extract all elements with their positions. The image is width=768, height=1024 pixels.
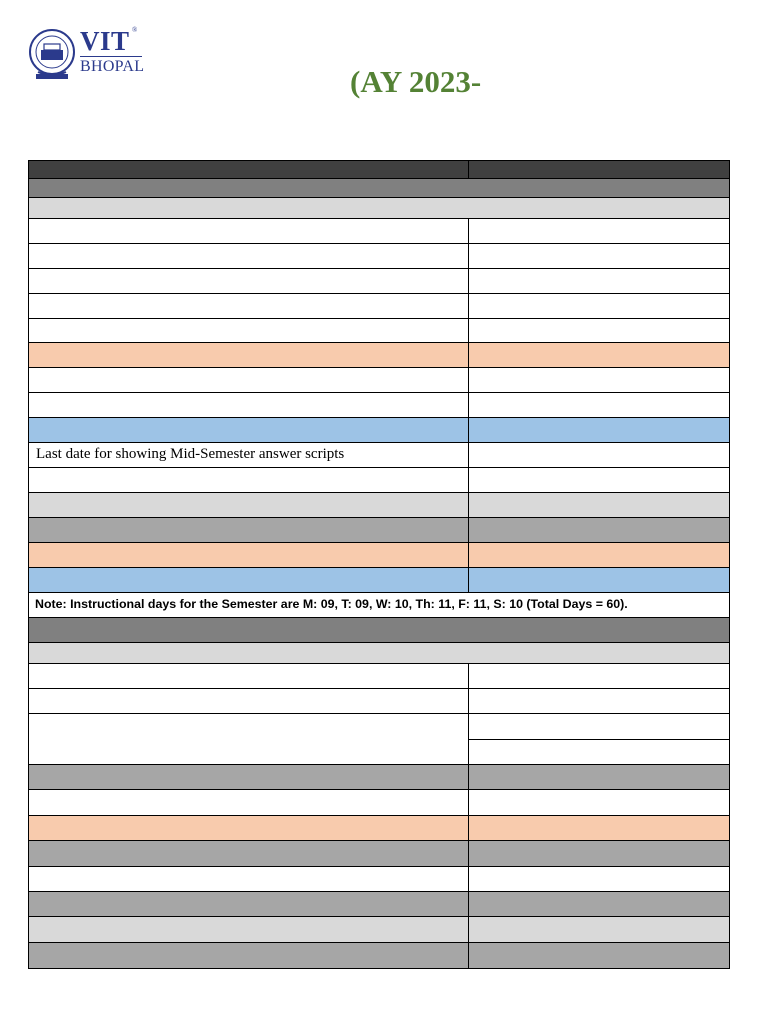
table-cell: [29, 917, 469, 942]
table-cell: [29, 689, 469, 713]
table-cell: [469, 368, 729, 392]
table-cell: [29, 179, 729, 197]
table-cell: [469, 393, 729, 417]
table-cell: [469, 343, 729, 367]
table-cell: [469, 244, 729, 268]
table-cell: [469, 892, 729, 916]
table-cell: [29, 294, 469, 318]
table-cell: [29, 943, 469, 968]
university-seal-icon: [28, 28, 76, 82]
table-cell: [29, 593, 729, 617]
mid-sem-scripts-label: Last date for showing Mid-Semester answer scripts: [36, 446, 345, 462]
table-cell: [29, 867, 469, 891]
table-cell: [469, 867, 729, 891]
table-row: [28, 917, 730, 943]
table-cell: [469, 294, 729, 318]
table-row: [28, 543, 730, 568]
subsection-row: [28, 643, 730, 664]
table-cell: [469, 468, 729, 492]
table-cell: [29, 418, 469, 442]
table-cell: [469, 765, 729, 789]
table-cell: [469, 219, 729, 243]
table-cell: [29, 618, 729, 642]
table-row: [28, 841, 730, 867]
table-row: [28, 368, 730, 393]
table-cell: [469, 816, 729, 840]
table-cell: [29, 568, 469, 592]
table-cell: [469, 319, 729, 342]
brand-divider: [80, 56, 142, 57]
table-row: [28, 468, 730, 493]
table-row: [28, 568, 730, 593]
table-cell: [469, 161, 729, 178]
table-cell: [469, 568, 729, 592]
page-title: (AY 2023-: [350, 64, 482, 99]
table-cell: [469, 543, 729, 567]
table-row: [28, 518, 730, 543]
table-cell: [29, 198, 729, 218]
table-row: [28, 689, 730, 714]
table-cell: [29, 765, 469, 789]
brand-name: VIT: [80, 26, 130, 56]
section-row: [28, 179, 730, 198]
table-row: [28, 244, 730, 269]
table-cell: [29, 368, 469, 392]
table-row: [28, 493, 730, 518]
table-cell: [469, 841, 729, 866]
table-cell: [469, 664, 729, 688]
brand-location: BHOPAL: [80, 58, 145, 75]
table-cell: [469, 790, 729, 815]
table-row: [28, 892, 730, 917]
table-row: [28, 269, 730, 294]
table-row: [28, 943, 730, 969]
table-cell: [29, 269, 469, 293]
registered-mark: ®: [132, 26, 138, 34]
table-cell: [29, 714, 469, 764]
table-row: [28, 319, 730, 343]
table-cell: [469, 714, 729, 764]
table-row: [28, 219, 730, 244]
note-row: [28, 593, 730, 618]
split-divider: [469, 739, 729, 740]
table-cell: [469, 493, 729, 517]
section-row: [28, 618, 730, 643]
table-row: [28, 816, 730, 841]
table-row: [28, 867, 730, 892]
table-cell: [29, 393, 469, 417]
table-cell: [29, 468, 469, 492]
table-row: [28, 443, 730, 468]
table-header-row: [28, 160, 730, 179]
table-cell: [29, 790, 469, 815]
table-cell: [29, 319, 469, 342]
table-row: [28, 790, 730, 816]
table-row: [28, 418, 730, 443]
table-cell: [469, 917, 729, 942]
table-row: [28, 343, 730, 368]
subsection-row: [28, 198, 730, 219]
table-cell: [29, 161, 469, 178]
table-row: [28, 765, 730, 790]
table-cell: [29, 816, 469, 840]
instructional-days-note: Note: Instructional days for the Semester are M: 09, T: 09, W: 10, Th: 11, F: 11, S: 10 (Total Days = 60).: [35, 597, 628, 611]
table-cell: [29, 841, 469, 866]
table-cell: [29, 643, 729, 663]
table-cell: [29, 543, 469, 567]
table-cell: [29, 343, 469, 367]
table-cell: [29, 493, 469, 517]
table-row: [28, 664, 730, 689]
table-cell: [469, 269, 729, 293]
table-row: [28, 714, 730, 765]
table-cell: [29, 443, 469, 467]
table-row: [28, 294, 730, 319]
table-cell: [29, 892, 469, 916]
table-cell: [29, 244, 469, 268]
table-cell: [469, 443, 729, 467]
table-cell: [469, 518, 729, 542]
table-cell: [469, 418, 729, 442]
table-cell: [29, 518, 469, 542]
table-cell: [469, 689, 729, 713]
table-cell: [29, 219, 469, 243]
table-cell: [469, 943, 729, 968]
table-row: [28, 393, 730, 418]
vit-bhopal-logo: [28, 26, 148, 84]
table-cell: [29, 664, 469, 688]
